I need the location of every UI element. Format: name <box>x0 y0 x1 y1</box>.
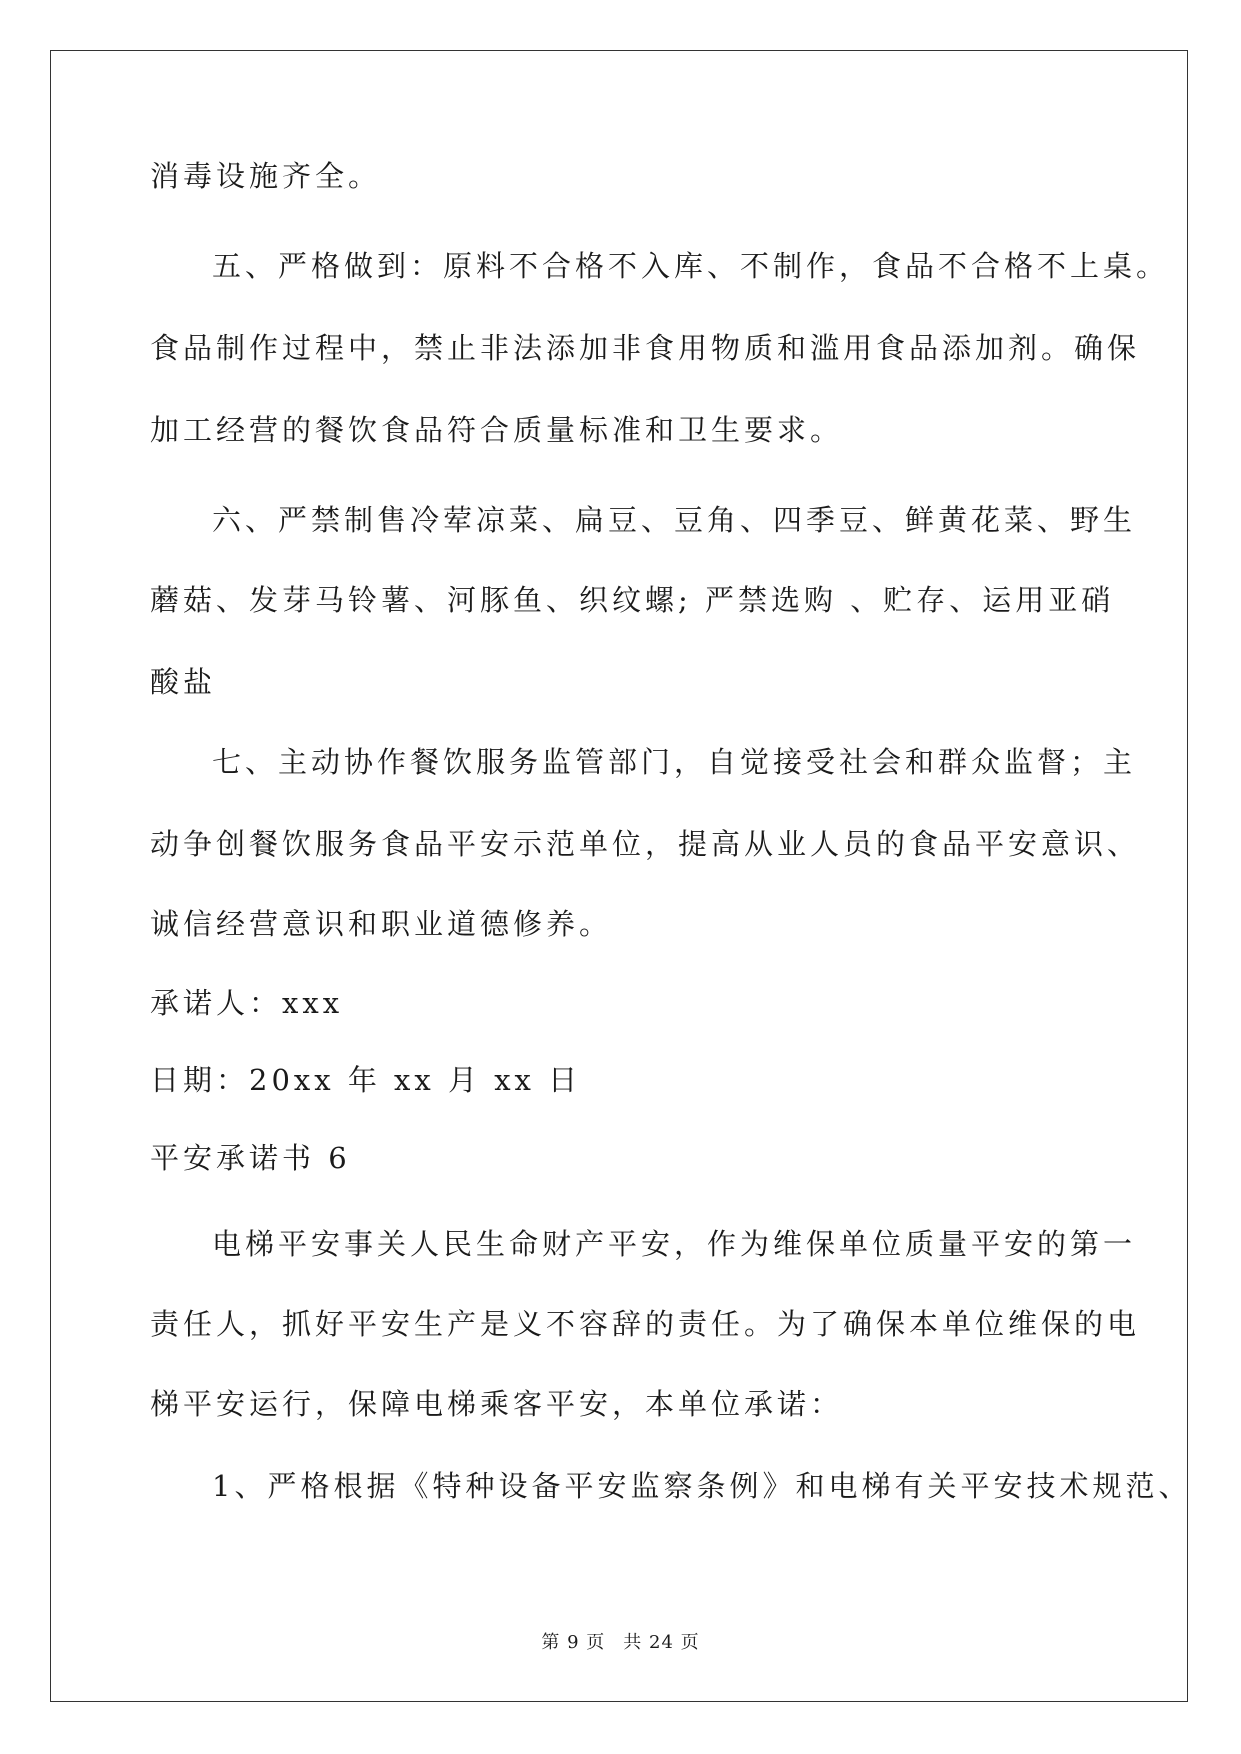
date-line: 日期：20xx 年 xx 月 xx 日 <box>150 1063 582 1097</box>
body-line: 诚信经营意识和职业道德修养。 <box>150 907 613 941</box>
paragraph-line: 六、严禁制售冷荤凉菜、扁豆、豆角、四季豆、鲜黄花菜、野生 <box>212 503 1137 537</box>
paragraph-line: 七、主动协作餐饮服务监管部门，自觉接受社会和群众监督；主 <box>212 745 1137 779</box>
body-line: 加工经营的餐饮食品符合质量标准和卫生要求。 <box>150 413 844 447</box>
body-line: 食品制作过程中，禁止非法添加非食用物质和滥用食品添加剂。确保 <box>150 331 1141 365</box>
page-number: 第 9 页 <box>541 1632 606 1653</box>
body-line: 酸盐 <box>150 665 217 699</box>
signer-line: 承诺人：xxx <box>150 986 344 1020</box>
page-footer <box>0 1628 1241 1654</box>
body-line: 梯平安运行，保障电梯乘客平安，本单位承诺： <box>150 1387 844 1421</box>
body-line: 责任人，抓好平安生产是义不容辞的责任。为了确保本单位维保的电 <box>150 1307 1141 1341</box>
paragraph-line: 1、严格根据《特种设备平安监察条例》和电梯有关平安技术规范、 <box>212 1469 1192 1503</box>
body-line: 动争创餐饮服务食品平安示范单位，提高从业人员的食品平安意识、 <box>150 827 1141 861</box>
page-border <box>50 50 1188 1702</box>
body-line: 蘑菇、发芽马铃薯、河豚鱼、织纹螺; 严禁选购 、贮存、运用亚硝 <box>150 583 1115 617</box>
section-title: 平安承诺书 6 <box>150 1141 351 1175</box>
paragraph-line: 电梯平安事关人民生命财产平安，作为维保单位质量平安的第一 <box>212 1227 1137 1261</box>
page-total: 共 24 页 <box>623 1632 700 1653</box>
body-line: 消毒设施齐全。 <box>150 159 382 193</box>
paragraph-line: 五、严格做到：原料不合格不入库、不制作，食品不合格不上桌。 <box>212 249 1170 283</box>
